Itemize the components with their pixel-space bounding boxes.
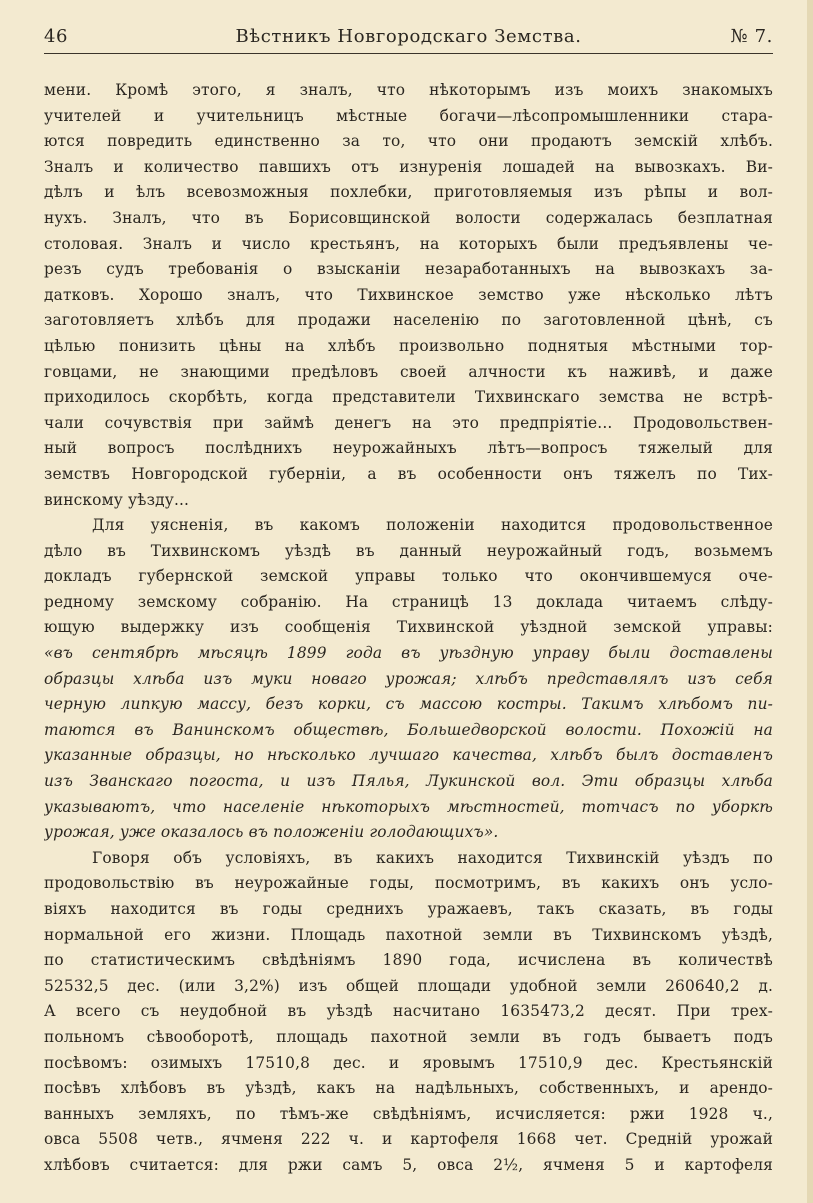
text-line: дѣлъ и ѣлъ всевозможныя похлебки, приготовляемыя изъ рѣпы и вол- — [44, 183, 773, 202]
text-line: ванныхъ земляхъ, по тѣмъ-же свѣдѣніямъ, исчисляется: ржи 1928 ч., — [44, 1104, 773, 1123]
text-line: указываютъ, что населеніе нѣкоторыхъ мѣстностей, тотчасъ по уборкѣ — [44, 797, 773, 816]
text-line: по статистическимъ свѣдѣніямъ 1890 года, исчислена въ количествѣ — [44, 951, 773, 970]
page-edge — [807, 0, 813, 1203]
text-line: изъ Званскаго погоста, и изъ Пялья, Лукинской вол. Эти образцы хлѣба — [44, 772, 773, 791]
text-line: ются повредить единственно за то, что они продаютъ земскій хлѣбъ. — [44, 132, 773, 151]
text-line: мени. Кромѣ этого, я зналъ, что нѣкоторымъ изъ моихъ знакомыхъ — [44, 81, 773, 99]
text-line: образцы хлѣба изъ муки новаго урожая; хлѣбъ представлялъ изъ себя — [44, 669, 773, 688]
text-line: черную липкую массу, безъ корки, съ массою костры. Такимъ хлѣбомъ пи- — [44, 695, 773, 714]
text-line: говцами, не знающими предѣловъ своей алчности къ наживѣ, и даже — [44, 362, 773, 381]
text-line: резъ судъ требованія о взысканіи незаработанныхъ на вывозкахъ за- — [44, 260, 773, 279]
text-line: хлѣбовъ считается: для ржи самъ 5, овса 2½, ячменя 5 и картофеля — [44, 1155, 773, 1174]
text-line: овса 5508 четв., ячменя 222 ч. и картофеля 1668 чет. Средній урожай — [44, 1130, 773, 1149]
text-line: урожая, уже оказалось въ положеніи голодающихъ». — [44, 823, 499, 842]
text-line: учителей и учительницъ мѣстные богачи—лѣсопромышленники стара- — [44, 106, 773, 125]
journal-title: Вѣстникъ Новгородскаго Земства. — [235, 26, 582, 47]
text-line: нормальной его жизни. Площадь пахотной земли въ Тихвинскомъ уѣздѣ, — [44, 925, 773, 944]
text-line: приходилось скорбѣть, когда представители Тихвинскаго земства не встрѣ- — [44, 388, 773, 407]
text-line: посѣвъ хлѣбовъ въ уѣздѣ, какъ на надѣльныхъ, собственныхъ, и арендо- — [44, 1079, 773, 1098]
text-line: Для уясненія, въ какомъ положеніи находится продовольственное — [92, 516, 773, 535]
text-line: чали сочувствія при займѣ денегъ на это предпріятіе... Продовольствен- — [44, 413, 773, 432]
text-line: редному земскому собранію. На страницѣ 13 доклада читаемъ слѣду- — [44, 592, 773, 611]
text-line: заготовляетъ хлѣбъ для продажи населенію по заготовленной цѣнѣ, съ — [44, 311, 773, 330]
text-line: столовая. Зналъ и число крестьянъ, на которыхъ были предъявлены че- — [44, 234, 773, 253]
text-line: дѣло въ Тихвинскомъ уѣздѣ въ данный неурожайный годъ, возьмемъ — [44, 541, 773, 560]
text-line: Зналъ и количество павшихъ отъ изнуренія лошадей на вывозкахъ. Ви- — [44, 157, 773, 176]
text-line: «въ сентябрѣ мѣсяцѣ 1899 года въ уѣздную управу были доставлены — [44, 644, 773, 663]
text-line: польномъ сѣвооборотѣ, площадь пахотной земли въ годъ бываетъ подъ — [44, 1027, 773, 1046]
issue-number: № 7. — [730, 26, 773, 47]
text-line: земствъ Новгородской губерніи, а въ особенности онъ тяжелъ по Тих- — [44, 464, 773, 483]
text-line: посѣвомъ: озимыхъ 17510,8 дес. и яровымъ 17510,9 дес. Крестьянскій — [44, 1053, 773, 1072]
text-line: указанные образцы, но нѣсколько лучшаго качества, хлѣбъ былъ доставленъ — [44, 746, 773, 765]
text-line: ный вопросъ послѣднихъ неурожайныхъ лѣтъ—вопросъ тяжелый для — [44, 439, 773, 458]
text-line: Говоря объ условіяхъ, въ какихъ находится Тихвинскій уѣздъ по — [92, 848, 773, 867]
text-line: таются въ Ванинскомъ обществѣ, Большедворской волости. Похожій на — [44, 720, 773, 739]
text-line: винскому уѣзду... — [44, 490, 190, 509]
page-number: 46 — [44, 26, 69, 47]
text-line: ющую выдержку изъ сообщенія Тихвинской уѣздной земской управы: — [44, 618, 773, 637]
article-body — [44, 78, 773, 1179]
running-header — [44, 26, 773, 54]
text-line: цѣлью понизить цѣны на хлѣбъ произвольно поднятыя мѣстными тор- — [44, 336, 773, 355]
text-line: А всего съ неудобной въ уѣздѣ насчитано 1635473,2 десят. При трех- — [44, 1002, 773, 1021]
text-line: датковъ. Хорошо зналъ, что Тихвинское земство уже нѣсколько лѣтъ — [44, 285, 773, 304]
text-line: докладъ губернской земской управы только что окончившемуся оче- — [44, 567, 773, 586]
text-line: віяхъ находится въ годы среднихъ уражаевъ, такъ сказать, въ годы — [44, 900, 773, 918]
text-line: 52532,5 дес. (или 3,2%) изъ общей площади удобной земли 260640,2 д. — [44, 976, 773, 995]
text-line: нухъ. Зналъ, что въ Борисовщинской волости содержалась безплатная — [44, 208, 773, 227]
text-line: продовольствію въ неурожайные годы, посмотримъ, въ какихъ онъ усло- — [44, 874, 773, 893]
